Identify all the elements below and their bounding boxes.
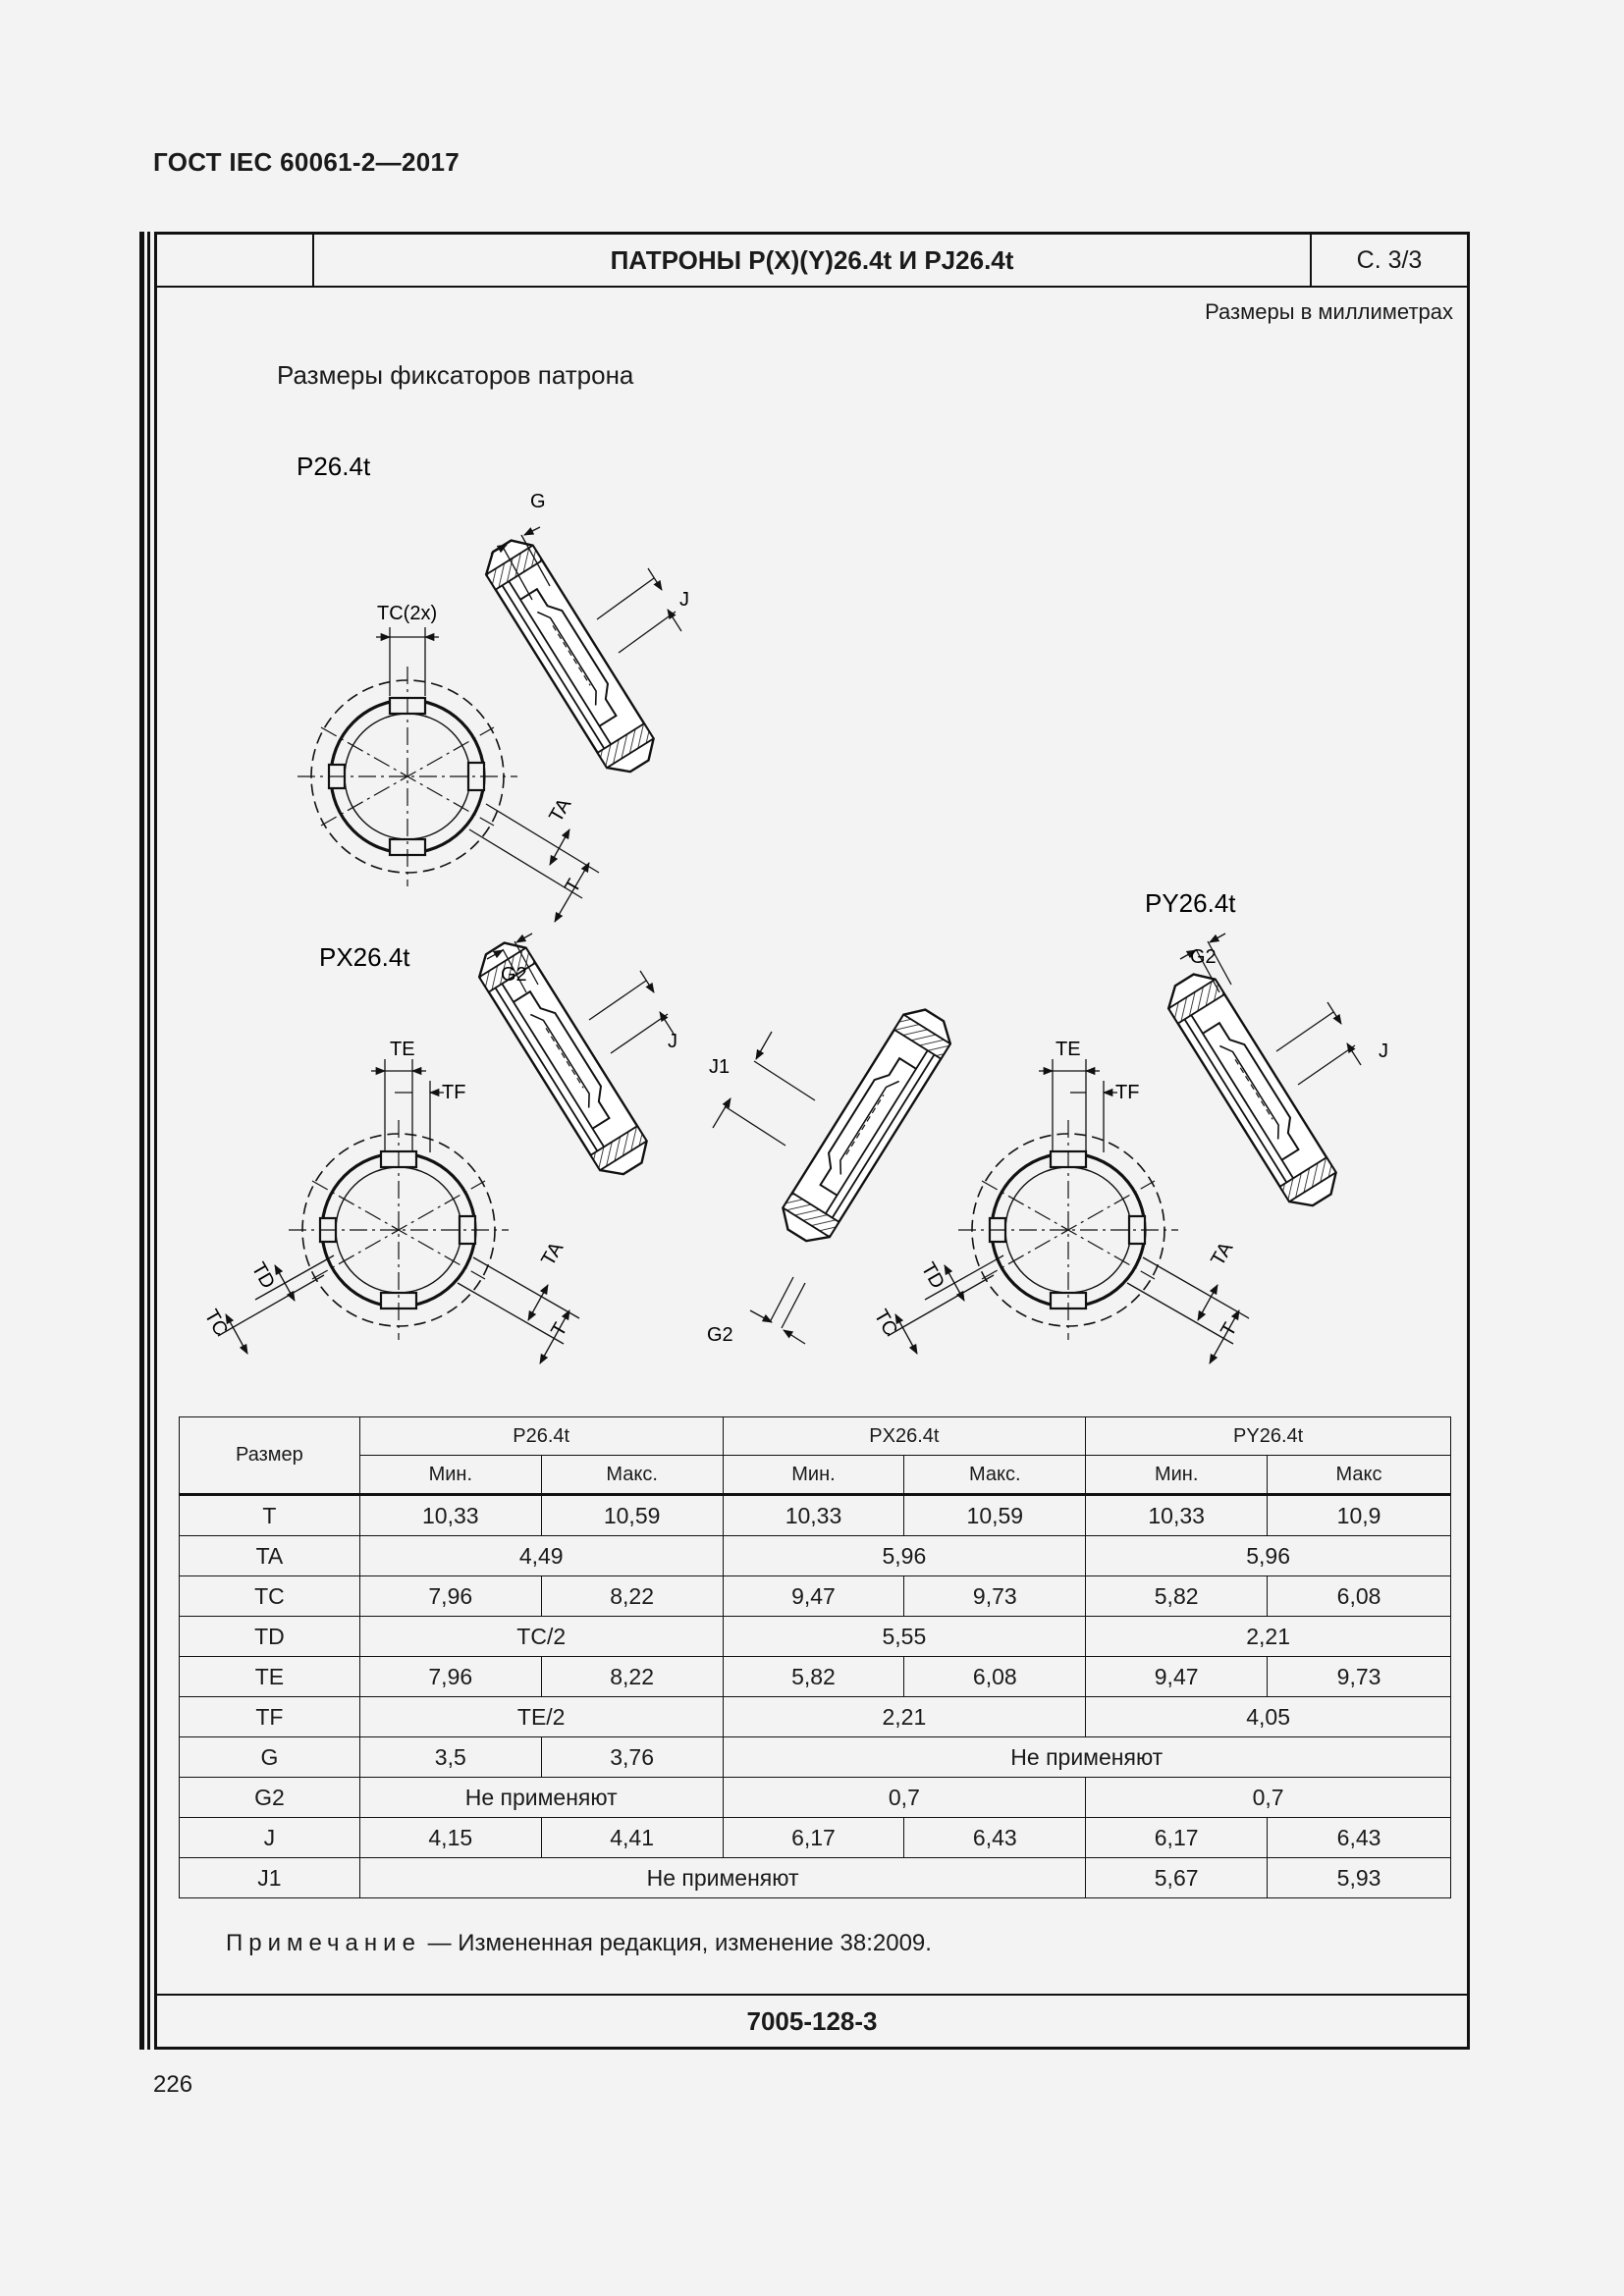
table-row (180, 1536, 1451, 1576)
table-cell: 5,55 (723, 1617, 1086, 1657)
py264t-lampholder-ring (958, 1120, 1178, 1340)
table-subheader: Макс (1268, 1456, 1451, 1495)
table-cell: 5,67 (1086, 1858, 1268, 1898)
py264t-te-label: TE (1056, 1039, 1081, 1060)
table-row (180, 1818, 1451, 1858)
py264t-t-label: T (1217, 1318, 1242, 1341)
table-cell: Не применяют (723, 1737, 1450, 1778)
px264t-td-tc-dimensions (200, 1255, 334, 1354)
note-label: Примечание (226, 1930, 421, 1956)
px264t-ta-label: TA (537, 1238, 568, 1270)
table-cell: 3,76 (541, 1737, 723, 1778)
py264t-g2-label: G2 (1190, 946, 1217, 968)
py264t-ta-label: TA (1207, 1238, 1238, 1270)
table-cell: 4,15 (359, 1818, 541, 1858)
table-cell: 9,73 (904, 1576, 1086, 1617)
table-cell: 5,96 (1086, 1536, 1451, 1576)
table-cell: 4,49 (359, 1536, 723, 1576)
table-cell: 10,59 (904, 1495, 1086, 1536)
figure-label-px264t: PX26.4t (319, 942, 410, 972)
table-cell: 7,96 (359, 1657, 541, 1697)
table-cell: 5,96 (723, 1536, 1086, 1576)
table-cell: 6,43 (904, 1818, 1086, 1858)
table-param-header: Размер (180, 1417, 360, 1495)
table-cell: 10,59 (541, 1495, 723, 1536)
table-cell: 2,21 (723, 1697, 1086, 1737)
table-cell: 10,9 (1268, 1495, 1451, 1536)
frame-bar-inner (147, 232, 150, 2050)
note-text: Измененная редакция, изменение 38:2009. (458, 1930, 932, 1956)
row-name: TA (180, 1536, 360, 1576)
p264t-t-label: T (561, 875, 586, 897)
row-name: G (180, 1737, 360, 1778)
g2-lower-label: G2 (707, 1324, 733, 1346)
table-cell: 10,33 (359, 1495, 541, 1536)
px264t-te-label: TE (390, 1039, 415, 1060)
p264t-ta-label: TA (545, 794, 576, 827)
table-group-header: PY26.4t (1086, 1417, 1451, 1456)
table-cell: 4,05 (1086, 1697, 1451, 1737)
py264t-te-tf-dimensions (1039, 1039, 1139, 1152)
table-row (180, 1576, 1451, 1617)
table-cell: 0,7 (1086, 1778, 1451, 1818)
g2-lower-dimension (707, 1277, 805, 1346)
j1-label: J1 (709, 1056, 731, 1078)
table-cell: 6,08 (1268, 1576, 1451, 1617)
p264t-lampholder-ring (298, 667, 517, 886)
table-cell: 3,5 (359, 1737, 541, 1778)
p264t-ta-t-dimensions (469, 794, 599, 922)
row-name: G2 (180, 1778, 360, 1818)
py264t-td-label: TD (916, 1258, 949, 1293)
table-row (180, 1737, 1451, 1778)
px264t-t-label: T (547, 1318, 572, 1341)
table-group-header: PX26.4t (723, 1417, 1086, 1456)
sheet-title: ПАТРОНЫ P(X)(Y)26.4t И PJ26.4t (314, 235, 1312, 286)
j1-dimension (709, 1032, 815, 1146)
p264t-tc-label: TC(2x) (377, 603, 438, 624)
row-name: T (180, 1495, 360, 1536)
table-cell: 10,33 (1086, 1495, 1268, 1536)
px264t-tc-label: TC (199, 1306, 233, 1340)
table-cell: 2,21 (1086, 1617, 1451, 1657)
row-name: TE (180, 1657, 360, 1697)
table-cell: 9,47 (723, 1576, 904, 1617)
note (226, 1930, 932, 1957)
document-header: ГОСТ IEC 60061-2—2017 (153, 147, 460, 177)
table-cell: 5,93 (1268, 1858, 1451, 1898)
row-name: TD (180, 1617, 360, 1657)
p264t-insert-section (478, 532, 662, 781)
table-cell: 4,41 (541, 1818, 723, 1858)
row-name: J1 (180, 1858, 360, 1898)
px264t-g2-label: G2 (501, 964, 527, 986)
table-cell: Не применяют (359, 1778, 723, 1818)
table-cell: 5,82 (723, 1657, 904, 1697)
section-title: Размеры фиксаторов патрона (277, 360, 634, 390)
table-cell: 8,22 (541, 1576, 723, 1617)
py264t-tc-label: TC (869, 1306, 902, 1340)
py264t-j-dimension (1276, 1002, 1388, 1085)
table-cell: 10,33 (723, 1495, 904, 1536)
units-note: Размеры в миллиметрах (1205, 299, 1453, 324)
p264t-g-label: G (530, 491, 546, 512)
py264t-tf-label: TF (1115, 1082, 1140, 1103)
table-cell: 6,17 (723, 1818, 904, 1858)
frame-bar-outer (139, 232, 144, 2050)
table-cell: TC/2 (359, 1617, 723, 1657)
py264t-insert-section (1161, 966, 1344, 1215)
px264t-td-label: TD (246, 1258, 280, 1293)
table-subheader: Макс. (904, 1456, 1086, 1495)
table-cell: 6,08 (904, 1657, 1086, 1697)
px264t-tf-label: TF (442, 1082, 466, 1103)
table-cell: 5,82 (1086, 1576, 1268, 1617)
table-row (180, 1697, 1451, 1737)
row-name: TF (180, 1697, 360, 1737)
px264t-j-label: J (668, 1031, 677, 1052)
table-cell: 0,7 (723, 1778, 1086, 1818)
figure-label-p264t: P26.4t (297, 452, 371, 481)
row-name: J (180, 1818, 360, 1858)
figure-label-py264t: PY26.4t (1145, 888, 1236, 918)
py264t-j-label: J (1379, 1041, 1388, 1062)
table-row (180, 1657, 1451, 1697)
table-cell: 8,22 (541, 1657, 723, 1697)
px264t-insert-section-j1 (775, 1001, 958, 1251)
technical-drawing (157, 235, 1467, 1413)
px264t-ta-t-dimensions (458, 1238, 579, 1363)
table-cell: 6,17 (1086, 1818, 1268, 1858)
table-cell: 9,47 (1086, 1657, 1268, 1697)
p264t-j-dimension (597, 568, 689, 653)
table-cell: TE/2 (359, 1697, 723, 1737)
table-cell: 9,73 (1268, 1657, 1451, 1697)
table-subheader: Мин. (723, 1456, 904, 1495)
py264t-ta-t-dimensions (1127, 1238, 1249, 1363)
table-row (180, 1495, 1451, 1536)
table-group-header: P26.4t (359, 1417, 723, 1456)
table-cell: Не применяют (359, 1858, 1085, 1898)
table-subheader: Макс. (541, 1456, 723, 1495)
px264t-insert-section (471, 934, 655, 1184)
py264t-td-tc-dimensions (870, 1255, 1003, 1354)
table-subheader: Мин. (1086, 1456, 1268, 1495)
px264t-te-tf-dimensions (371, 1039, 465, 1152)
page-number: 226 (153, 2071, 193, 2098)
row-name: TC (180, 1576, 360, 1617)
document-code: 7005-128-3 (157, 1994, 1467, 2047)
table-subheader: Мин. (359, 1456, 541, 1495)
table-cell: 7,96 (359, 1576, 541, 1617)
px264t-lampholder-ring (289, 1120, 509, 1340)
dimensions-table (179, 1416, 1451, 1898)
px264t-j-dimension (589, 971, 677, 1053)
table-cell: 6,43 (1268, 1818, 1451, 1858)
table-row (180, 1617, 1451, 1657)
note-dash: — (427, 1930, 452, 1956)
sheet-number: С. 3/3 (1356, 246, 1423, 274)
p264t-j-label: J (679, 589, 689, 611)
drawing-sheet (154, 232, 1470, 2050)
table-row (180, 1778, 1451, 1818)
table-row (180, 1858, 1451, 1898)
